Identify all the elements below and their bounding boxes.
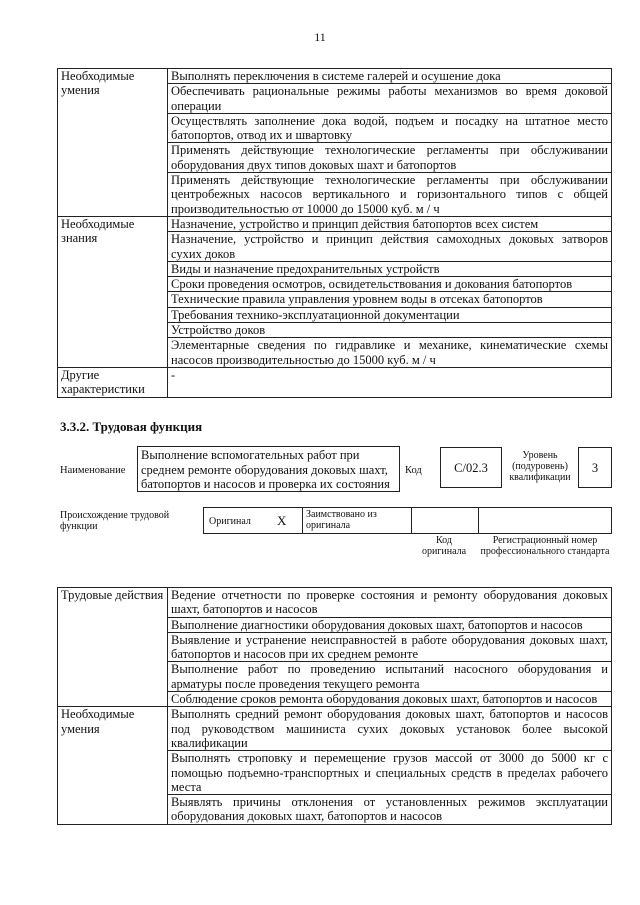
table-cell: Элементарные сведения по гидравлике и механике, кинематические схемы насосов производительностью до 15000 куб. м / ч bbox=[168, 338, 612, 368]
code-caption: Код оригинала bbox=[421, 535, 467, 557]
table-cell: Выполнять строповку и перемещение грузов массой от 3000 до 5000 кг с помощью подъемно-транспортных и специальных средств в пределах рабочего места bbox=[168, 751, 612, 795]
table-row bbox=[58, 367, 612, 397]
function-code-value: С/02.3 bbox=[440, 447, 502, 488]
reg-number-box bbox=[478, 507, 612, 534]
labor-actions-table bbox=[57, 587, 612, 825]
table-cell: - bbox=[168, 367, 612, 397]
row-label: Необходимые знания bbox=[58, 216, 168, 367]
table-cell: Выполнение диагностики оборудования доковых шахт, батопортов и насосов bbox=[168, 617, 612, 632]
table-cell: Выявлять причины отклонения от установленных режимов эксплуатации оборудования доковых шахт, батопортов и насосов bbox=[168, 795, 612, 825]
table-cell: Технические правила управления уровнем воды в отсеках батопортов bbox=[168, 292, 612, 307]
table-row bbox=[58, 216, 612, 231]
skills-knowledge-table bbox=[57, 68, 612, 398]
table-cell: Обеспечивать рациональные режимы работы механизмов во время доковой операции bbox=[168, 84, 612, 114]
table-row bbox=[58, 707, 612, 751]
original-label: Оригинал bbox=[209, 516, 251, 527]
row-label: Трудовые действия bbox=[58, 588, 168, 707]
table-cell: Осуществлять заполнение дока водой, подъем и посадку на штатное место батопортов, отвод их и швартовку bbox=[168, 113, 612, 143]
table-cell: Назначение, устройство и принцип действия самоходных доковых затворов сухих доков bbox=[168, 232, 612, 262]
borrowed-box: Заимствовано из оригинала bbox=[302, 507, 412, 534]
origin-label: Происхождение трудовой функции bbox=[60, 510, 170, 532]
table-cell: Применять действующие технологические регламенты при обслуживании оборудования двух типов доковых шахт и батопортов bbox=[168, 143, 612, 173]
table-cell: Назначение, устройство и принцип действия батопортов всех систем bbox=[168, 216, 612, 231]
row-label: Необходимые умения bbox=[58, 69, 168, 217]
page-number: 11 bbox=[314, 30, 326, 44]
table-cell: Ведение отчетности по проверке состояния и ремонту оборудования доковых шахт, батопортов и насосов bbox=[168, 588, 612, 618]
code-label: Код bbox=[405, 465, 422, 476]
row-label: Другие характеристики bbox=[58, 367, 168, 397]
section-title: 3.3.2. Трудовая функция bbox=[60, 419, 203, 434]
table-cell: Выявление и устранение неисправностей в работе оборудования доковых шахт, батопортов и насосов при их среднем ремонте bbox=[168, 632, 612, 662]
table-row bbox=[58, 588, 612, 618]
level-label: Уровень (подуровень) квалификации bbox=[509, 450, 571, 483]
table-cell: Требования технико-эксплуатационной документации bbox=[168, 307, 612, 322]
table-cell: Виды и назначение предохранительных устройств bbox=[168, 261, 612, 276]
table-cell: Применять действующие технологические регламенты при обслуживании центробежных насосов вертикального и горизонтального типов с общей производительностью от 10000 до 15000 куб. м / ч bbox=[168, 173, 612, 217]
original-box bbox=[203, 507, 303, 534]
reg-caption: Регистрационный номер профессионального стандарта bbox=[480, 535, 610, 557]
table-cell: Выполнять средний ремонт оборудования доковых шахт, батопортов и насосов под руководством машиниста сухих доковых установок более высокой квалификации bbox=[168, 707, 612, 751]
table-row bbox=[58, 69, 612, 84]
name-label: Наименование bbox=[60, 465, 126, 476]
table-cell: Выполнять переключения в системе галерей и осушение дока bbox=[168, 69, 612, 84]
table-cell: Устройство доков bbox=[168, 323, 612, 338]
row-label: Необходимые умения bbox=[58, 707, 168, 824]
table-cell: Выполнение работ по проведению испытаний насосного оборудования и арматуры после проведения текущего ремонта bbox=[168, 662, 612, 692]
original-mark: X bbox=[277, 513, 287, 528]
function-name-value: Выполнение вспомогательных работ при среднем ремонте оборудования доковых шахт, батопортов и насосов и проверка их состояния bbox=[137, 446, 400, 492]
table-cell: Сроки проведения осмотров, освидетельствования и докования батопортов bbox=[168, 277, 612, 292]
table-cell: Соблюдение сроков ремонта оборудования доковых шахт, батопортов и насосов bbox=[168, 692, 612, 707]
level-value: 3 bbox=[578, 447, 612, 488]
original-code-box bbox=[411, 507, 479, 534]
